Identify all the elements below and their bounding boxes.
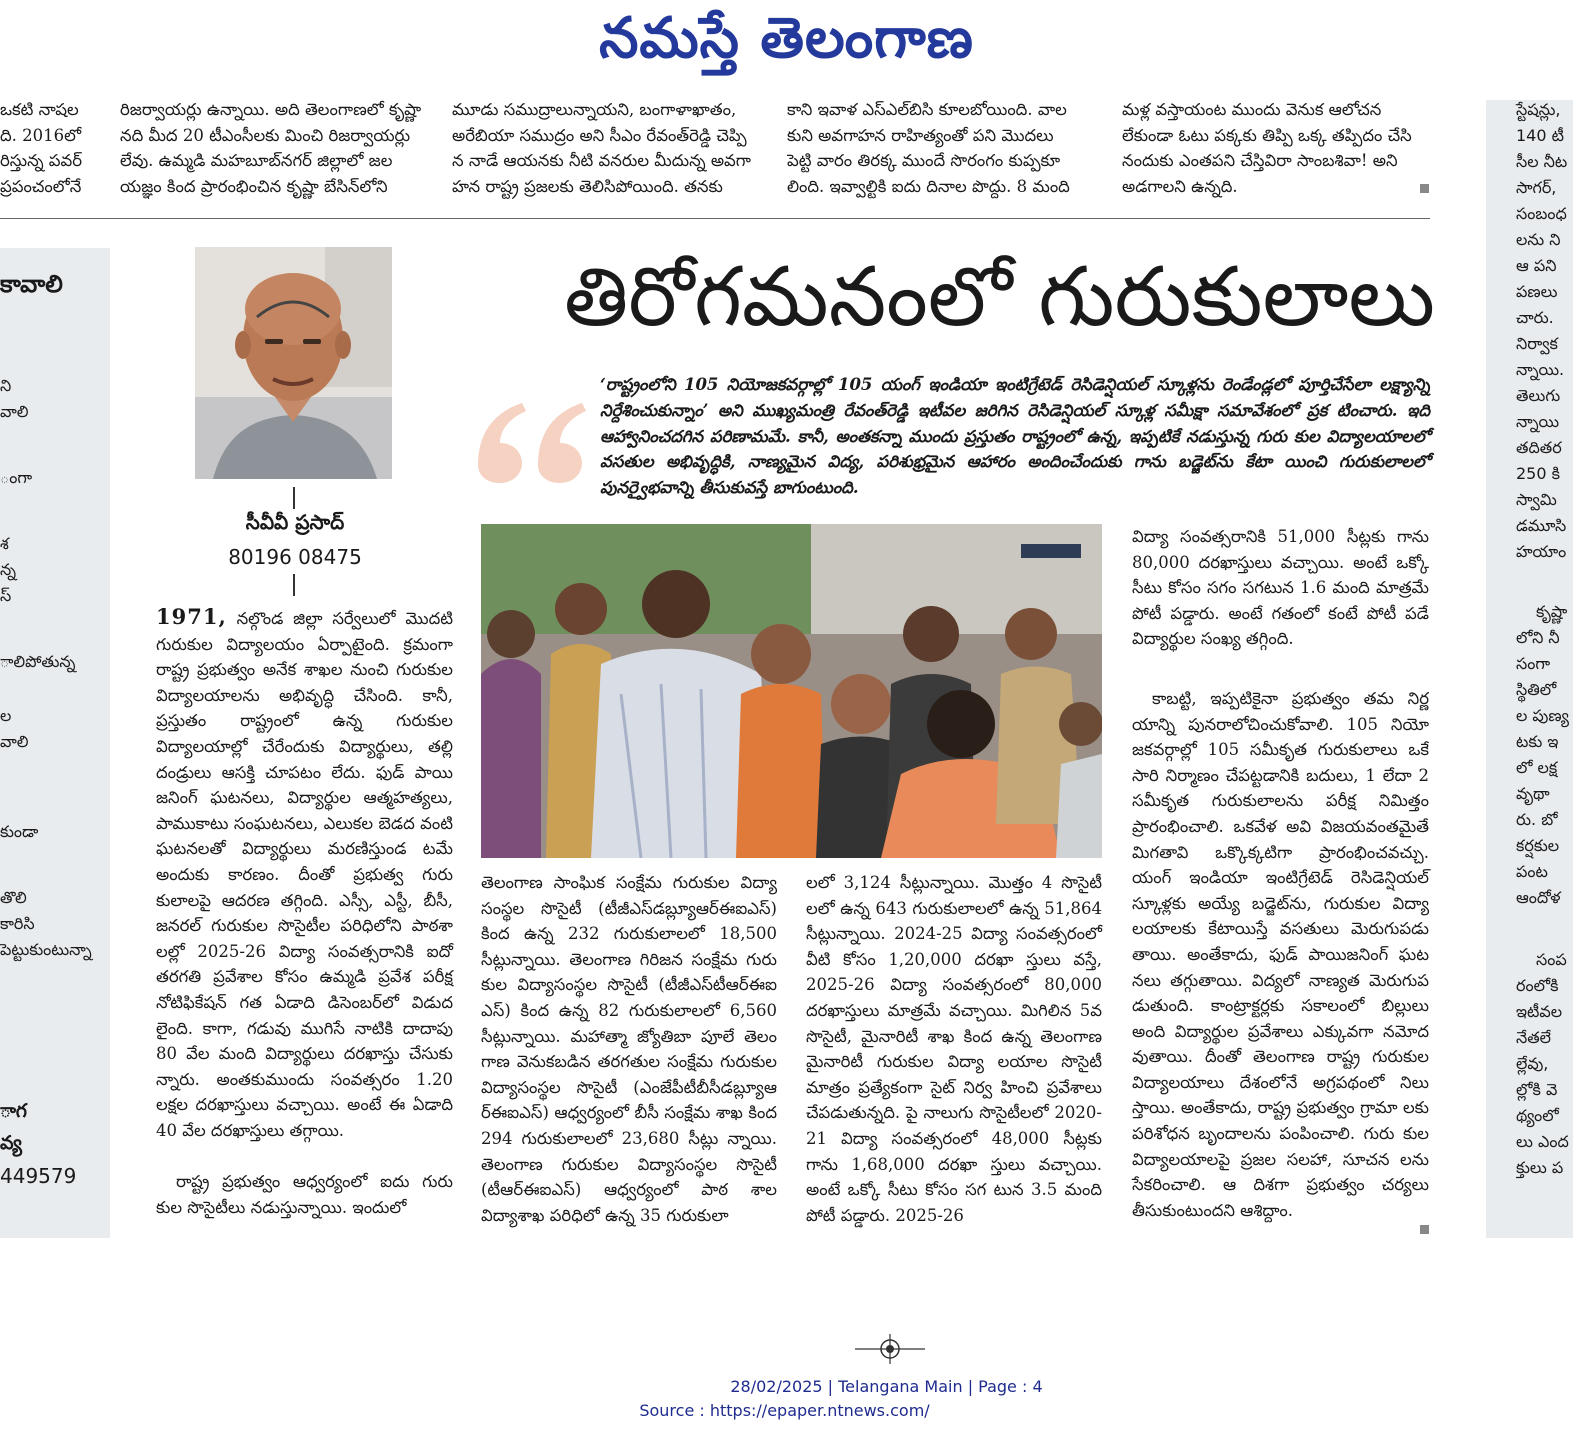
text-fragment: చారు.: [1516, 308, 1554, 327]
text-line: న నాడే ఆయనకు నీటి వనరుల మీదున్న అవగా: [452, 151, 751, 171]
paragraph: లలో 3,124 సీట్లున్నాయి. మొత్తం 4 సొసైటీ లలో ఉన్న 643 గురుకులాలలో ఉన్న 51,864 సీట్లున్నాయి. 2024-25 విద్యా సంవత్సరంలో వీటి కోసం 1,20,000 దరఖా స్తులు వస్తే, 2025-26 విద్యా సంవత్సరంలో 80,000 దరఖాస్తులు మాత్రమే వచ్చాయి. మిగిలిన 5వ సొసైటీ, మైనారిటీ శాఖ కింద ఉన్న తెలంగాణ మైనారిటీ గురుకుల విద్యా లయాల సొసైటీ మాత్రం ప్రత్యేకంగా సైట్ నిర్వ హించి ప్రవేశాలు చేపడుతున్నది. పై నాలుగు సొసైటీలలో 2020-21 విద్యా సంవత్సరంలో 48,000 సీట్లకు గాను 1,68,000 దరఖా స్తులు వచ్చాయి. అంటే ఒక్కో సీటు కోసం సగ టున 3.5 మంది పోటీ పడ్డారు. 2025-26: [806, 873, 1102, 1225]
text-fragment: స్వామి: [1516, 490, 1557, 509]
text-fragment: కావాలి: [0, 270, 63, 298]
text-fragment: ాలిపోతున్న: [0, 652, 76, 671]
paragraph: కాబట్టి, ఇప్పటికైనా ప్రభుత్వం తమ నిర్ణ యాన్ని పునరాలోచించుకోవాలి. 105 నియో జకవర్గాల్లో 105 సమీకృత గురుకులాలు ఒకే సారి నిర్మాణం చేపట్టడానికి బదులు, 1 లేదా 2 సమీకృత గురుకులాలను పరీక్ష నిమిత్తం ప్రారంభించాలి. ఒకవేళ అవి విజయవంతమైతే మిగతావి ఒక్కొక్కటిగా ప్రారంభించవచ్చు. యంగ్ ఇండియా ఇంటిగ్రేటెడ్ రెసిడెన్షియల్ స్కూళ్లకు అయ్యే బడ్జెట్‌ను, గురుకుల విద్యా లయాలకు కేటాయిస్తే వసతులు మెరుగుపడు తాయి. అంతేకాదు, ఫుడ్ పాయిజనింగ్ ఘట నలు తగ్గుతాయి. విద్యలో నాణ్యత మెరుగుప డుతుంది. కాంట్రాక్టర్లకు సకాలంలో బిల్లులు అంది విద్యార్థుల ప్రవేశాలు ఎక్కువగా నమోద వుతాయి. దీంతో తెలంగాణ రాష్ట్ర గురుకుల విద్యాలయాలు దేశంలోనే అగ్రపథంలో నిలు స్తాయి. అంతేకాదు, రాష్ట్ర ప్రభుత్వం గ్రామా లకు పరిశోధన బృందాలను పంపించాలి. గురు కుల విద్యాలయాలపై ప్రజల సలహా, సూచన లను సేకరించాలి. ఆ దిశగా ప్రభుత్వం చర్యలు తీసుకుంటుందని ఆశిద్దాం.: [1132, 688, 1429, 1220]
text-line: కాని ఇవాళ ఎస్ఎల్‌బిసి కూలబోయింది. వాల: [787, 100, 1067, 119]
end-mark: [1420, 184, 1429, 193]
text-line: నందుకు ఎంతపని చేస్తివిరా సాంబశివా! అని: [1122, 151, 1398, 171]
paragraph-text: నల్గొండ జిల్లా సర్వేలులో మొదటి గురుకుల విద్యాలయం ఏర్పాటైంది. క్రమంగా రాష్ట్ర ప్రభుత్వం అనేక శాఖల నుంచి గురుకుల విద్యాలయాలను అభివృద్ధి చేసింది. కానీ, ప్రస్తుతం రాష్ట్రంలో ఉన్న గురుకుల విద్యాలయాల్లో చేరేందుకు విద్యార్థులు, తల్లి దండ్రులు ఆసక్తి చూపటం లేదు. ఫుడ్ పాయి జనింగ్ ఘటనలు, విద్యార్థుల ఆత్మహత్యలు, పాముకాటు సంఘటనలు, ఎలుకల బెడద వంటి ఘటనలతో విద్యార్థులు మరణిస్తుండ టమే అందుకు కారణం. దీంతో ప్రభుత్వ గురు కులాలపై ఆదరణ తగ్గింది. ఎస్సీ, ఎస్టీ, బీసీ, జనరల్ గురుకుల సొసైటీల పరిధిలోని పాఠశా లల్లో 2025-26 విద్యా సంవత్సరానికి ఐదో తరగతి ప్రవేశాల కోసం ఉమ్మడి ప్రవేశ పరీక్ష నోటిఫికేషన్ గత ఏడాది డిసెంబర్‌లో విడుద లైంది. కాగా, గడువు ముగిసే నాటికి దాదాపు 80 వేల మంది విద్యార్థులు దరఖాస్తు చేసుకు న్నారు. అంతకుముందు సంవత్సరం 1.20 లక్షల దరఖాస్తులు వచ్చాయి. అంటే ఈ ఏడాది 40 వేల దరఖాస్తులు తగ్గాయి.: [156, 609, 453, 1140]
text-line: నది మీద 20 టీఎంసీలకు మించి రిజర్వాయర్లు: [120, 125, 411, 145]
text-fragment: టకు ఇ: [1516, 732, 1559, 751]
top-column-3: [452, 97, 764, 199]
divider-line: [293, 574, 295, 596]
top-column-1: [0, 97, 95, 199]
text-fragment: వ్య: [0, 1132, 23, 1154]
text-line: లేకుండా ఓటు పక్కకు తిప్పి ఒక్క తప్పిదం చేసి: [1122, 125, 1412, 145]
text-fragment: 449579: [0, 1164, 77, 1188]
article-column-3: [806, 870, 1102, 1228]
text-line: రిజర్వాయర్లు ఉన్నాయి. అది తెలంగాణలో కృష్ణా: [120, 100, 422, 119]
text-fragment: పణలు: [1516, 282, 1558, 301]
text-fragment: నిర్వాక: [1516, 334, 1558, 353]
text-line: ఒకటి నాషల: [0, 100, 79, 119]
text-fragment: కృష్ణా: [1536, 602, 1568, 621]
paragraph: విద్యా సంవత్సరానికి 51,000 సీట్లకు గాను 80,000 దరఖాస్తులు వచ్చాయి. అంటే ఒక్కో సీటు కోసం సగం సగటున 1.6 మంది మాత్రమే పోటీ పడ్డారు. అంటే గతంలో కంటే పోటీ పడే విద్యార్థుల సంఖ్య తగ్గింది.: [1132, 527, 1429, 649]
top-column-5: [1122, 97, 1432, 199]
text-fragment: సంప: [1536, 950, 1567, 969]
author-phone: 80196 08475: [228, 545, 362, 569]
text-fragment: వాలి: [0, 402, 29, 421]
text-line: యజ్ఞం కింద ప్రారంభించిన కృష్ణా బేసిన్‌లోని: [120, 176, 388, 196]
text-fragment: లు ఎంద: [1516, 1132, 1569, 1151]
text-fragment: కర్షకుల: [1516, 836, 1560, 855]
text-fragment: డమూసి: [1516, 516, 1567, 535]
article-column-2: [481, 870, 777, 1228]
text-fragment: లో లక్ష: [1516, 758, 1558, 777]
adjacent-article-right: [1486, 100, 1573, 1238]
news-photo: [481, 524, 1102, 858]
top-column-2: [120, 97, 430, 199]
text-fragment: స్టేషన్లు,: [1516, 100, 1561, 119]
divider-line: [293, 487, 295, 509]
text-fragment: తెలుగు: [1516, 386, 1561, 405]
text-line: కుని అవగాహన రాహిత్యంతో పని మొదలు: [787, 125, 1054, 145]
text-fragment: హయాం: [1516, 542, 1567, 561]
text-fragment: ని: [0, 376, 12, 395]
text-fragment: నేతలే: [1516, 1028, 1552, 1047]
text-line: అరేబియా సముద్రం అని సీఎం రేవంత్‌రెడ్డి చెప్పి: [452, 125, 747, 145]
text-fragment: సాగర్,: [1516, 178, 1557, 197]
text-fragment: లను ని: [1516, 230, 1561, 249]
paragraph: తెలంగాణ సాంఘిక సంక్షేమ గురుకుల విద్యా సంస్థల సొసైటీ (టీజీఎస్‌డబ్ల్యూఆర్ఈఐఎస్) కింద ఉన్న 232 గురుకులాలలో 18,500 సీట్లున్నాయి. తెలంగాణ గిరిజన సంక్షేమ గురు కుల విద్యాసంస్థల సొసైటీ (టీజీఎస్‌టీఆర్ఈఐ ఎస్) కింద ఉన్న 82 గురుకులాలలో 6,560 సీట్లున్నాయి. మహాత్మా జ్యోతిబా పూలే తెలం గాణ వెనుకబడిన తరగతుల సంక్షేమ గురుకుల విద్యాసంస్థల సొసైటీ (ఎంజేపీటీబీసీడబ్ల్యూఆ ర్ఈఐఎస్) ఆధ్వర్యంలో బీసీ సంక్షేమ శాఖ కింద 294 గురుకులాలలో 23,680 సీట్లు న్నాయి. తెలంగాణ గురుకుల విద్యాసంస్థల సొసైటీ (టీఆర్ఈఐఎస్) ఆధ్వర్యంలో పాఠ శాల విద్యాశాఖ పరిధిలో ఉన్న 35 గురుకులా: [481, 873, 777, 1225]
text-line: ప్రపంచంలోనే: [0, 176, 82, 196]
text-fragment: వాలి: [0, 732, 29, 751]
text-fragment: న్నాయి: [1516, 412, 1560, 431]
text-fragment: ఇటీవల: [1516, 1002, 1563, 1021]
text-fragment: సీల నీట: [1516, 152, 1568, 171]
author-photo: [195, 247, 392, 479]
author-name: సీవీవీ ప్రసాద్: [245, 510, 345, 534]
lead-word: 1971,: [156, 604, 227, 629]
text-line: మూడు సముద్రాలున్నాయని, బంగాళాఖాతం,: [452, 100, 737, 119]
top-column-4: [787, 97, 1099, 199]
text-fragment: స్: [0, 586, 12, 605]
text-fragment: రు. బో: [1516, 810, 1558, 829]
section-divider: [0, 218, 1430, 219]
text-line: లేవు. ఉమ్మడి మహబూబ్‌నగర్ జిల్లాలో జల: [120, 151, 393, 171]
text-line: లింది. ఇవ్వాల్టికి ఐదు దినాల పొద్దు. 8 మంది: [787, 176, 1070, 196]
text-fragment: పెట్టుకుంటున్నా: [0, 940, 92, 959]
text-fragment: ఆ పని: [1516, 256, 1557, 275]
text-line: హన రాష్ట్ర ప్రజలకు తెలిసిపోయింది. తనకు: [452, 176, 723, 196]
text-fragment: పంట: [1516, 862, 1548, 881]
text-fragment: ల్లేవు,: [1516, 1054, 1549, 1073]
text-fragment: లోని నీ: [1516, 628, 1560, 647]
text-fragment: ల్లోకి వె: [1516, 1080, 1558, 1099]
text-fragment: క్తులు ప: [1516, 1158, 1564, 1177]
text-fragment: రంలోకి: [1516, 976, 1559, 995]
footer-source-link[interactable]: Source : https://epaper.ntnews.com/: [639, 1401, 930, 1420]
article-column-1: [156, 604, 453, 1221]
text-fragment: స్థితిలో: [1516, 680, 1557, 699]
text-fragment: కారిసి: [0, 914, 35, 933]
text-line: రిస్తున్న పవర్: [0, 151, 83, 171]
text-fragment: ల పుణ్య: [1516, 706, 1569, 725]
text-fragment: ల: [0, 706, 12, 725]
crosshair-icon: [855, 1334, 925, 1364]
text-fragment: న్నాయి.: [1516, 360, 1565, 379]
quote-icon: [470, 395, 600, 485]
masthead-logo: నమస్తే తెలంగాణ: [599, 6, 974, 71]
text-fragment: శ: [0, 534, 9, 553]
text-fragment: వృథా: [1516, 784, 1550, 803]
article-headline: తిరోగమనంలో గురుకులాలు: [564, 250, 1435, 345]
text-fragment: ఆందోళ: [1516, 888, 1561, 907]
footer-date-line: 28/02/2025 | Telangana Main | Page : 4: [730, 1377, 1043, 1396]
text-fragment: ంగా: [0, 468, 33, 487]
text-line: మళ్ల వస్తాయంట ముందు వెనుక ఆలోచన: [1122, 100, 1382, 119]
text-fragment: కుండా: [0, 822, 39, 841]
text-fragment: తదితర: [1516, 438, 1562, 457]
adjacent-article-left: [0, 248, 110, 1238]
text-fragment: సంబంధ: [1516, 204, 1567, 223]
paragraph: రాష్ట్ర ప్రభుత్వం ఆధ్వర్యంలో ఐదు గురు కుల సొసైటీలు నడుస్తున్నాయి. ఇందులో: [156, 1172, 453, 1218]
text-fragment: సంగా: [1516, 654, 1551, 673]
text-line: ది. 2016లో: [0, 125, 82, 145]
text-fragment: 140 టీ: [1516, 126, 1564, 145]
text-fragment: న్న: [0, 560, 16, 579]
article-column-4: [1132, 524, 1429, 1223]
text-line: పెట్టి వారం తిరక్క ముందే సొరంగం కుప్పకూ: [787, 151, 1061, 171]
text-fragment: ాగ: [0, 1100, 27, 1122]
text-fragment: థ్యంలో: [1516, 1106, 1559, 1125]
end-mark: [1420, 1225, 1429, 1234]
text-fragment: 250 కి: [1516, 464, 1560, 483]
article-intro: ‘రాష్ట్రంలోని 105 నియోజకవర్గాల్లో 105 యంగ్ ఇండియా ఇంటిగ్రేటెడ్ రెసిడెన్షియల్ స్కూళ్లను రెండేండ్లలో పూర్తిచేసేలా లక్ష్యాన్ని నిర్దేశించుకున్నాం’ అని ముఖ్యమంత్రి రేవంత్‌రెడ్డి ఇటీవల జరిగిన రెసిడెన్షియల్ స్కూళ్ల సమీక్షా సమావేశంలో ప్రక టించారు. ఇది ఆహ్వానించదగిన పరిణామమే. కానీ, అంతకన్నా ముందు ప్రస్తుతం రాష్ట్రంలో ఉన్న, ఇప్పటికే నడుస్తున్న గురు కుల విద్యాలయాలలో వసతుల అభివృద్ధికి, నాణ్యమైన విద్య, పరిశుభ్రమైన ఆహారం అందించేందుకు గాను బడ్జెట్‌ను కేటా యించి గురుకులాలలో పునర్వైభవాన్ని తీసుకువస్తే బాగుంటుంది.: [600, 375, 1430, 498]
text-fragment: తొలి: [0, 888, 27, 907]
paragraph: [156, 604, 453, 1143]
text-line: అడగాలని ఉన్నది.: [1122, 176, 1238, 196]
